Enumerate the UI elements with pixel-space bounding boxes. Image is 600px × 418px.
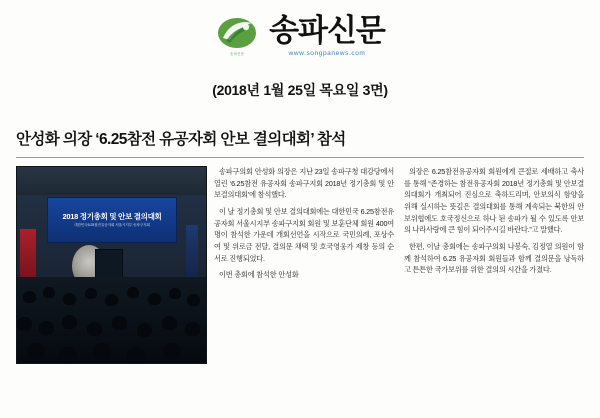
paper-title: 송파신문 <box>269 12 385 49</box>
masthead-text <box>269 12 385 57</box>
event-banner-title: 2018 정기총회 및 안보 결의대회 <box>62 211 162 221</box>
paragraph: 이 날 정기총회 및 안보 결의대회에는 대한민국 6.25참전유공자회 서울시지부 송파구지회 회원 및 보훈단체 회원 400여 명이 참석한 가운데 개회선언을 시작으로 국민의례, 포상수여 및 위로금 전달, 결의문 채택 및 호국영웅가 제창 등의 순서로 진행되었다. <box>214 206 394 263</box>
headline-wrap <box>16 130 584 158</box>
photo-column <box>16 166 205 364</box>
paragraph: 이번 총회에 참석한 안성화 <box>219 270 299 280</box>
songpa-leaf-logo-icon <box>215 14 259 58</box>
article-column-1 <box>214 166 394 364</box>
page-title: 안성화 의장 ‘6.25참전 유공자회 안보 결의대회’ 참석 <box>16 131 346 148</box>
audience <box>17 277 206 363</box>
logo-caption: 송파신문 <box>230 52 245 56</box>
paragraph: 한편, 이날 총회에는 송파구의회 나봉숙, 김정열 의원이 함께 참석하여 6.25 유공자회 회원들과 함께 결의문을 낭독하고 튼튼한 국가보위를 위한 결의의 시간을 가졌다. <box>404 241 584 275</box>
paragraph: 의장은 6.25참전유공자회 회원에게 큰절로 세배하고 축사를 통해 “존경하는 참전유공자회 2018년 정기총회 및 안보결의대회가 개최되어 진심으로 축하드리며, 안보의식 함양을 위해 실시하는 뜻깊은 결의대회를 통해 계속되는 북한의 안보위협에도 호국정신으로 하나 된 송파가 될 수 있도록 안보의 나라사랑에 큰 힘이 되어주시길 바란다.”고 말했다. <box>404 166 584 235</box>
paper-url: www.songpanews.com <box>288 49 366 57</box>
event-banner <box>47 197 177 243</box>
paragraph: 송파구의회 안성화 의장은 지난 23일 송파구청 대강당에서 열린 ‘6.25참전 유공자회 송파구지회 2018년 정기총회 및 안보결의대회’에 참석했다. <box>214 166 394 200</box>
photo-ceiling <box>17 167 206 197</box>
article-column-2 <box>404 166 584 364</box>
dateline: (2018년 1월 25일 목요일 3면) <box>212 82 388 98</box>
event-banner-subtitle: 대한민국6.25참전유공자회 서울시지부 송파구지회 <box>74 222 150 227</box>
flag-right <box>186 225 198 281</box>
text-columns <box>214 166 584 364</box>
article-body <box>16 166 584 364</box>
masthead <box>0 0 600 58</box>
event-photo <box>16 166 207 364</box>
